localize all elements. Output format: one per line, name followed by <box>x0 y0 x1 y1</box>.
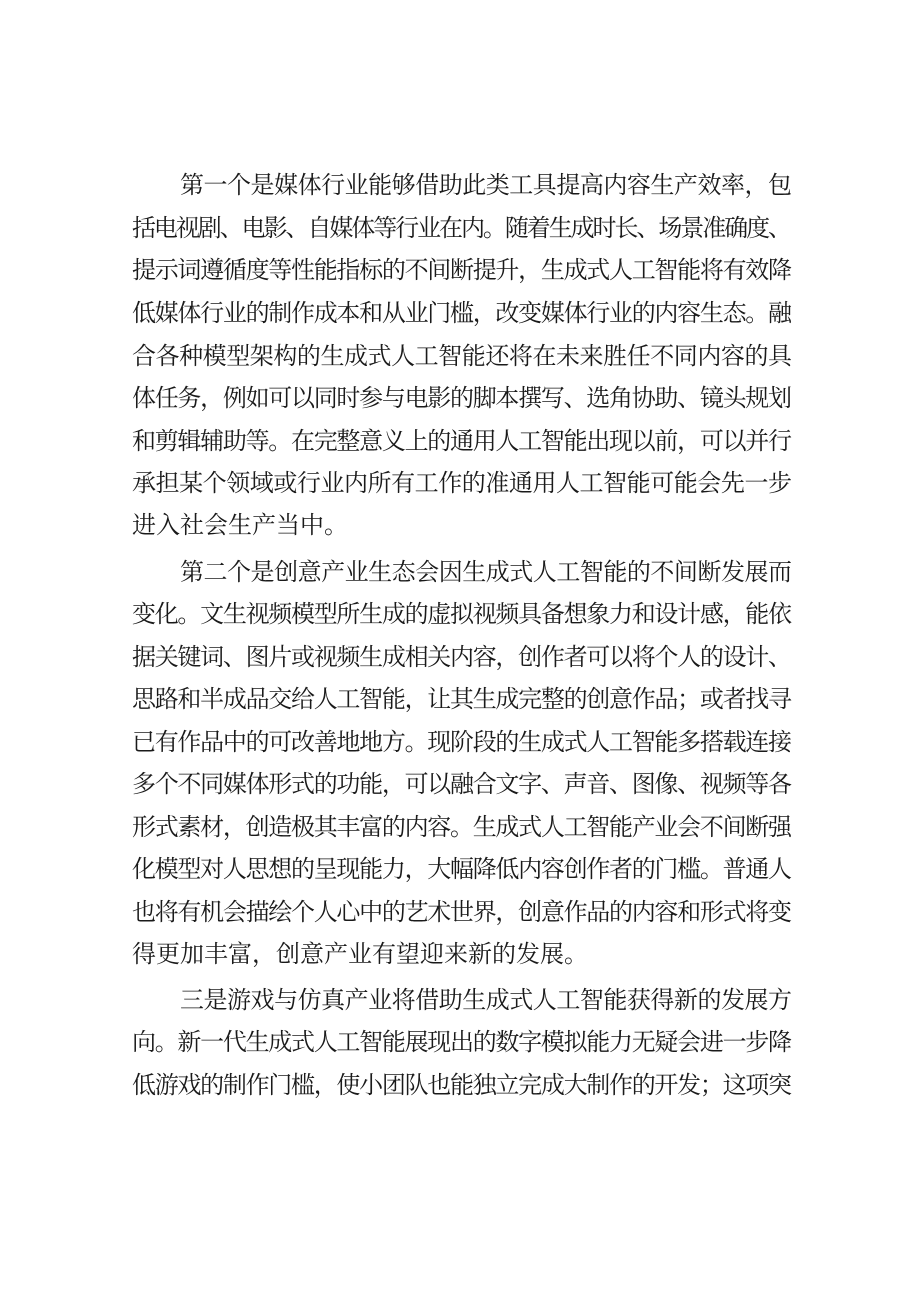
paragraph-2-line-7: 形式素材，创造极其丰富的内容。生成式人工智能产业会不间断强 <box>132 813 791 841</box>
paragraph-2-line-8: 化模型对人思想的呈现能力，大幅降低内容创作者的门槛。普通人 <box>132 855 791 883</box>
paragraph-2-line-1: 第二个是创意产业生态会因生成式人工智能的不间断发展而 <box>180 558 792 586</box>
paragraph-2-line-5: 已有作品中的可改善地地方。现阶段的生成式人工智能多搭载连接 <box>132 728 791 756</box>
paragraph-3-line-1: 三是游戏与仿真产业将借助生成式人工智能获得新的发展方 <box>180 986 792 1014</box>
paragraph-3-line-3: 低游戏的制作门槛，使小团队也能独立完成大制作的开发；这项突 <box>132 1071 791 1099</box>
paragraph-3-line-2: 向。新一代生成式人工智能展现出的数字模拟能力无疑会进一步降 <box>132 1028 791 1056</box>
paragraph-2-line-6: 多个不同媒体形式的功能，可以融合文字、声音、图像、视频等各 <box>132 770 791 798</box>
paragraph-1-line-7: 和剪辑辅助等。在完整意义上的通用人工智能出现以前，可以并行 <box>132 427 791 455</box>
paragraph-2-line-4: 思路和半成品交给人工智能，让其生成完整的创意作品；或者找寻 <box>132 685 791 713</box>
paragraph-2-line-9: 也将有机会描绘个人心中的艺术世界，创意作品的内容和形式将变 <box>132 898 791 926</box>
paragraph-2-line-3: 据关键词、图片或视频生成相关内容，创作者可以将个人的设计、 <box>132 643 791 671</box>
paragraph-2-line-2: 变化。文生视频模型所生成的虚拟视频具备想象力和设计感，能依 <box>132 600 791 628</box>
paragraph-1-line-9: 进入社会生产当中。 <box>132 511 348 539</box>
paragraph-1-line-5: 合各种模型架构的生成式人工智能还将在未来胜任不同内容的具 <box>132 342 792 370</box>
paragraph-1-line-2: 括电视剧、电影、自媒体等行业在内。随着生成时长、场景准确度、 <box>132 214 790 242</box>
paragraph-1-line-6: 体任务，例如可以同时参与电影的脚本撰写、选角协助、镜头规划 <box>132 384 791 412</box>
paragraph-1-line-3: 提示词遵循度等性能指标的不间断提升，生成式人工智能将有效降 <box>132 256 791 284</box>
paragraph-2-line-10: 得更加丰富，创意产业有望迎来新的发展。 <box>132 940 588 968</box>
paragraph-1-line-1: 第一个是媒体行业能够借助此类工具提高内容生产效率，包 <box>180 171 792 199</box>
paragraph-1-line-4: 低媒体行业的制作成本和从业门槛，改变媒体行业的内容生态。融 <box>132 299 791 327</box>
paragraph-1-line-8: 承担某个领域或行业内所有工作的准通用人工智能可能会先一步 <box>132 469 792 497</box>
